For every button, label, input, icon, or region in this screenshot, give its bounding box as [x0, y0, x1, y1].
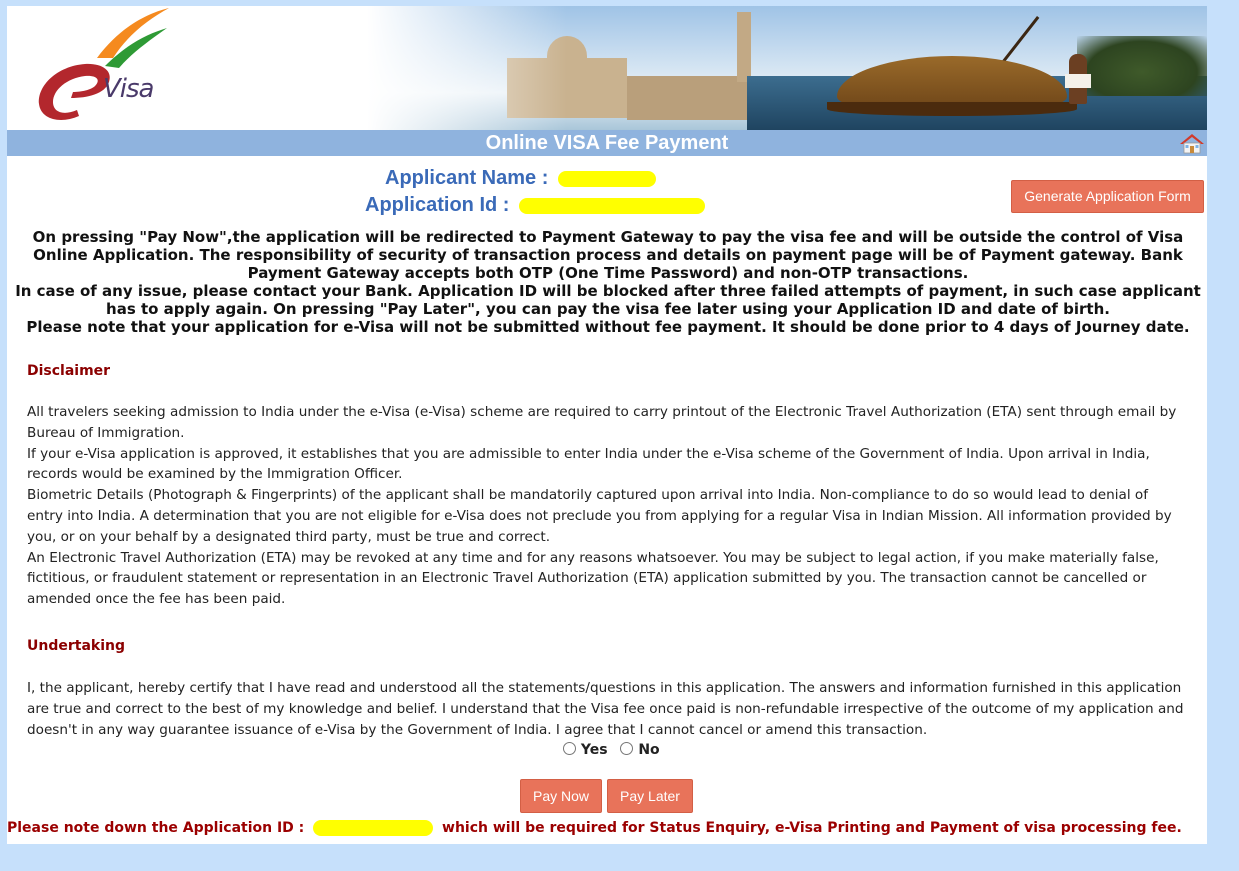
no-radio-label[interactable]: No — [638, 742, 660, 758]
header-banner — [7, 6, 1207, 130]
undertaking-heading: Undertaking — [27, 638, 125, 654]
notice-line-2: In case of any issue, please contact your Bank. Application ID will be blocked after three failed attempts of payment, in such case applicant has to apply again. On pressing "Pay Later", you can pay the visa fee later using your Application ID and date of birth. — [15, 282, 1201, 318]
disclaimer-paragraph: An Electronic Travel Authorization (ETA) may be revoked at any time and for any reasons whatsoever. You may be subject to legal action, if you make materially false, fictitious, or fraudulent statement or representation in an Electronic Travel Authorization (ETA) application submitted by you. The transaction cannot be cancelled or amended once the fee has been paid. — [27, 549, 1159, 608]
undertaking-text: I, the applicant, hereby certify that I have read and understood all the statements/questions in this application. The answers and information furnished in this application are true and correct to the best of my knowledge and belief. I understand that the Visa fee once paid is non-refundable irrespective of the outcome of my application and doesn't in any way guarantee issuance of e-Visa by the Government of India. I agree that I cannot cancel or amend this transaction. — [27, 680, 1184, 738]
yes-radio[interactable] — [563, 742, 576, 755]
undertaking-radio-group — [563, 742, 660, 758]
redacted-application-id — [519, 198, 705, 214]
notice-line-1: On pressing "Pay Now",the application will be redirected to Payment Gateway to pay the visa fee and will be outside the control of Visa Online Application. The responsibility of security of transaction process and details on payment page will be of Payment gateway. Bank Payment Gateway accepts both OTP (One Time Password) and non-OTP transactions. — [32, 228, 1184, 282]
no-radio[interactable] — [620, 742, 633, 755]
evisa-logo — [27, 6, 177, 126]
note-prefix: Please note down the Application ID : — [7, 820, 305, 836]
title-bar — [7, 130, 1207, 156]
application-id-row — [365, 194, 705, 217]
yes-radio-label[interactable]: Yes — [580, 742, 608, 758]
disclaimer-paragraph: Biometric Details (Photograph & Fingerprints) of the applicant shall be mandatorily captured upon arrival into India. Non-compliance to do so would lead to denial of entry into India. A determination that you are not eligible for e-Visa does not preclude you from applying for a regular Visa in Indian Mission. All information provided by you, or on your behalf by a designated third party, must be true and correct. — [27, 487, 1172, 545]
disclaimer-heading: Disclaimer — [27, 363, 111, 379]
application-id-note — [7, 820, 1207, 836]
redacted-applicant-name — [558, 171, 656, 187]
application-id-label: Application Id : — [365, 194, 510, 216]
applicant-name-label: Applicant Name : — [385, 167, 549, 189]
generate-application-form-button[interactable]: Generate Application Form — [1011, 180, 1204, 213]
logo-text: Visa — [103, 74, 154, 104]
redacted-application-id-footer — [313, 820, 433, 836]
pay-later-button[interactable]: Pay Later — [607, 779, 693, 813]
disclaimer-paragraph: If your e-Visa application is approved, it establishes that you are admissible to enter India under the e-Visa scheme of the Government of India. Upon arrival in India, records would be examined by the Immigration Officer. — [27, 445, 1150, 483]
applicant-name-row — [385, 167, 656, 190]
payment-notice — [13, 228, 1203, 336]
disclaimer-text — [27, 402, 1187, 610]
page-title: Online VISA Fee Payment — [485, 132, 729, 154]
notice-line-3: Please note that your application for e-Visa will not be submitted without fee payment. It should be done prior to 4 days of Journey date. — [26, 318, 1190, 336]
pay-now-button[interactable]: Pay Now — [520, 779, 602, 813]
home-icon[interactable] — [1179, 132, 1205, 154]
disclaimer-paragraph: All travelers seeking admission to India under the e-Visa (e-Visa) scheme are required to carry printout of the Electronic Travel Authorization (ETA) sent through email by Bureau of Immigration. — [27, 404, 1177, 441]
page-container — [7, 6, 1207, 844]
note-suffix: which will be required for Status Enquiry, e-Visa Printing and Payment of visa processing fee. — [442, 820, 1182, 836]
